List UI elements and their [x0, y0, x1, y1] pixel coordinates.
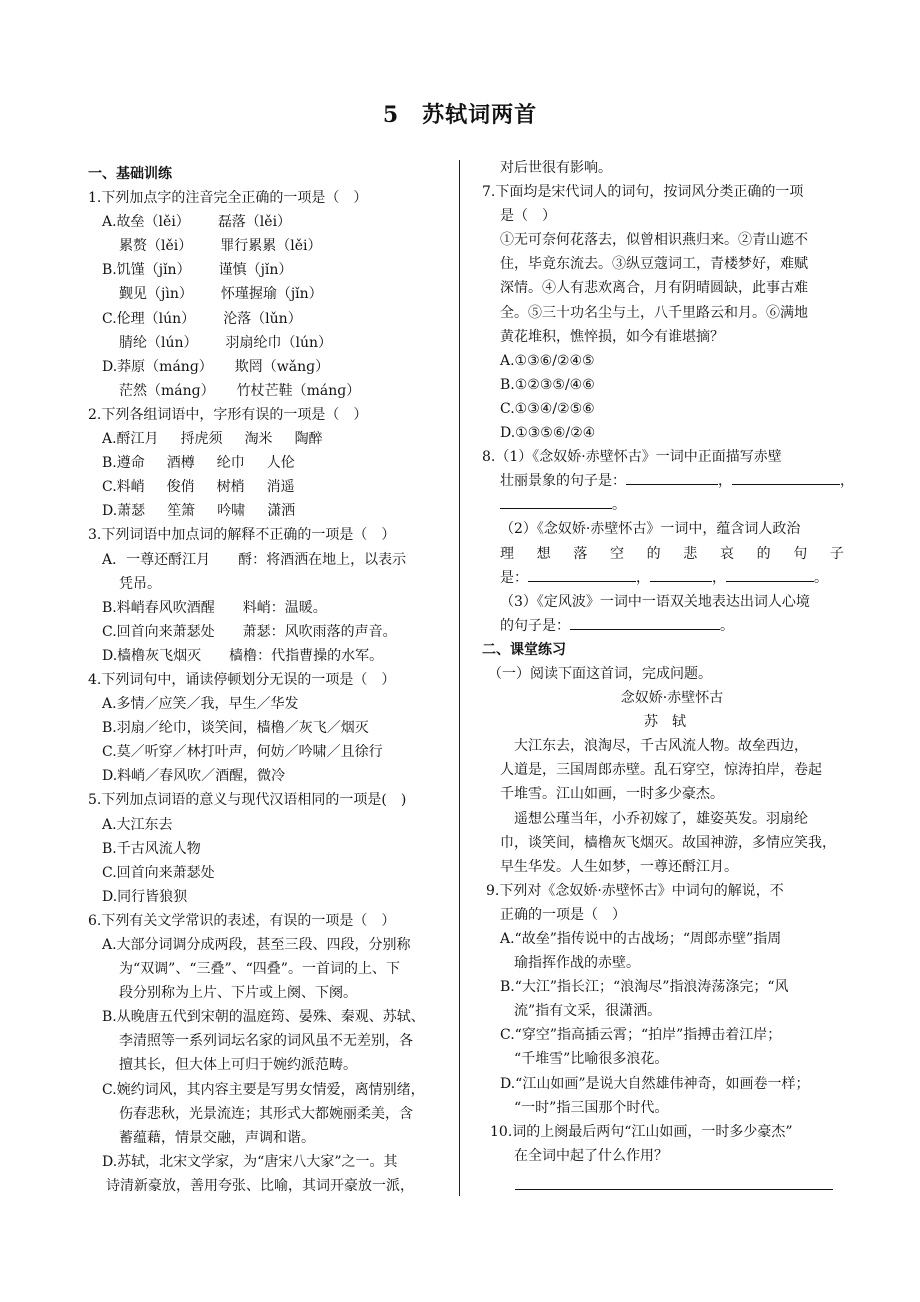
q10-answer-line[interactable] [515, 1189, 833, 1190]
q7-passage-line1: ①无可奈何花落去，似曾相识燕归来。②青山遮不 [500, 232, 808, 249]
q3-option-d: D.樯橹灰飞烟灭 樯橹：代指曹操的水军。 [102, 647, 384, 664]
q1-option-a-line2: 累赘（lěi） 罪行累累（lěi） [119, 238, 322, 255]
answer-blank[interactable] [500, 493, 612, 509]
q1-option-c-line2: 腈纶（lún） 羽扇纶巾（lún） [119, 334, 333, 351]
q7-option-b: B.①②③⑤/④⑥ [500, 376, 595, 393]
q3-option-b: B.料峭春风吹酒醒 料峭：温暖。 [102, 599, 327, 616]
poem-line: 早生华发。人生如梦，一尊还酹江月。 [500, 858, 738, 875]
poem-title: 念奴娇·赤壁怀古 [620, 690, 724, 707]
question-5-stem: 5.下列加点词语的意义与现代汉语相同的一项是( ) [88, 792, 407, 809]
question-8-part2-line1: （2）《念奴娇·赤壁怀古》一词中，蕴含词人政治 [500, 521, 801, 538]
q6-option-d-line3: 对后世很有影响。 [500, 160, 612, 176]
question-9-stem-line1: 9.下列对《念奴娇·赤壁怀古》中词句的解说，不 [486, 882, 784, 899]
q2-option-b: B.遵命 酒樽 纶巾 人伦 [102, 455, 295, 472]
q4-option-c: C.莫／听穿／林打叶声，何妨／吟啸／且徐行 [102, 744, 383, 761]
answer-blank[interactable] [726, 566, 814, 582]
q5-option-a: A.大江东去 [102, 816, 173, 833]
question-8-part1-line2: 壮丽景象的句子是： ， ， [482, 469, 862, 493]
q4-option-a: A.多情／应笑／我，早生／华发 [102, 696, 299, 713]
q7-option-a: A.①③⑥/②④⑤ [500, 352, 595, 369]
question-10-stem-line2: 在全词中起了什么作用？ [514, 1147, 668, 1164]
q5-option-d: D.同行皆狼狈 [102, 888, 188, 905]
question-2-stem: 2.下列各组词语中，字形有误的一项是（ ） [88, 406, 368, 423]
q1-option-c-line1: C.伦理（lún） 沦落（lǔn） [102, 310, 302, 327]
q7-passage-line3: 深情。④人有悲欢离合，月有阴晴圆缺，此事古难 [500, 280, 808, 297]
poem-line: 大江东去，浪淘尽，千古风流人物。故垒西边， [514, 738, 808, 755]
question-8-part2-line3: 是： ， ， 。 [482, 566, 862, 590]
q3-option-a-line2: 凭吊。 [119, 575, 161, 592]
question-7-stem-line1: 7.下面均是宋代词人的词句，按词风分类正确的一项 [482, 184, 804, 201]
q6-option-d-line1: D.苏轼，北宋文学家，为“唐宋八大家”之一。其 [102, 1153, 398, 1170]
answer-blank[interactable] [626, 469, 718, 485]
q1-option-b-line1: B.饥馑（jǐn） 谨慎（jǐn） [102, 262, 293, 279]
q2-option-d: D.萧瑟 笙箫 吟啸 潇洒 [102, 503, 296, 520]
q6-option-b-line3: 擅其长，但大体上可归于婉约派范畴。 [119, 1057, 357, 1074]
q9-option-c-line2: “千堆雪”比喻很多浪花。 [514, 1051, 669, 1068]
q9-option-c-line1: C.“穿空”指高插云霄；“拍岸”指搏击着江岸； [500, 1027, 782, 1044]
q9-option-a-line1: A.“故垒”指传说中的古战场；“周郎赤壁”指周 [500, 931, 782, 947]
question-1-stem: 1.下列加点字的注音完全正确的一项是（ ） [88, 190, 368, 207]
q6-option-a-line3: 段分别称为上片、下片或上阕、下阕。 [119, 985, 357, 1002]
q6-option-a-line1: A.大部分词调分成两段，甚至三段、四段，分别称 [102, 937, 411, 953]
question-3-stem: 3.下列词语中加点词的解释不正确的一项是（ ） [88, 527, 396, 544]
poem-line: 遥想公瑾当年，小乔初嫁了，雄姿英发。羽扇纶 [514, 810, 808, 827]
answer-blank[interactable] [570, 614, 720, 630]
column-divider [459, 160, 460, 1196]
q9-option-a-line2: 瑜指挥作战的赤壁。 [514, 955, 640, 972]
q3-option-a-line1: A．一尊还酹江月 酹：将酒洒在地上，以表示 [102, 551, 407, 568]
poem-author: 苏轼 [644, 714, 700, 731]
question-9-stem-line2: 正确的一项是（ ） [500, 906, 626, 923]
q6-option-b-line1: B.从晚唐五代到宋朝的温庭筠、晏殊、秦观、苏轼、 [102, 1009, 425, 1026]
q4-option-b: B.羽扇／纶巾，谈笑间，樯橹／灰飞／烟灭 [102, 720, 369, 737]
section-heading-basic: 一、基础训练 [88, 166, 172, 182]
q9-option-d-line2: “一时”指三国那个时代。 [514, 1099, 669, 1116]
q7-passage-line5: 黄花堆积，憔悴损，如今有谁堪摘？ [500, 328, 724, 345]
q1-option-b-line2: 觐见（jìn） 怀瑾握瑜（jǐn） [119, 286, 323, 303]
q1-option-d-line2: 茫然（mánɡ） 竹杖芒鞋（mánɡ） [119, 382, 361, 399]
poem-line: 千堆雪。江山如画，一时多少豪杰。 [500, 786, 724, 803]
q6-option-a-line2: 为“双调”、“三叠”、“四叠”。一首词的上、下 [119, 961, 400, 978]
poem-line: 人道是，三国周郎赤壁。乱石穿空，惊涛拍岸，卷起 [500, 762, 822, 779]
question-8-part3-line1: （3）《定风波》一词中一语双关地表达出词人心境 [500, 593, 810, 610]
q2-option-c: C.料峭 俊俏 树梢 消遥 [102, 479, 295, 496]
reading-instruction: （一）阅读下面这首词，完成问题。 [488, 665, 712, 682]
q6-option-c-line1: C.婉约词风，其内容主要是写男女情爱，离情别绪， [102, 1081, 425, 1098]
q6-option-d-line2: 诗清新豪放，善用夸张、比喻，其词开豪放一派， [106, 1177, 414, 1194]
answer-blank[interactable] [650, 566, 712, 582]
right-column [482, 156, 862, 1168]
q5-option-c: C.回首向来萧瑟处 [102, 864, 215, 881]
answer-blank[interactable] [528, 566, 636, 582]
q7-option-c: C.①③④/②⑤⑥ [500, 400, 595, 417]
question-10-stem-line1: 10.词的上阕最后两句“江山如画，一时多少豪杰” [490, 1123, 793, 1140]
q9-option-b-line2: 流”指有文采，很潇洒。 [514, 1003, 662, 1020]
q9-option-d-line1: D.“江山如画”是说大自然雄伟神奇，如画卷一样； [500, 1075, 810, 1092]
q1-option-d-line1: D.莽原（mánɡ） 欺罔（wǎnɡ） [102, 358, 330, 375]
question-7-stem-line2: 是（ ） [500, 208, 556, 225]
question-8-part1-line1: 8.（1）《念奴娇·赤壁怀古》一词中正面描写赤壁 [482, 449, 782, 466]
question-4-stem: 4.下列词句中，诵读停顿划分无误的一项是（ ） [88, 671, 396, 688]
question-8-part1-line3: 。 [482, 493, 862, 517]
question-8-part3-line2: 的句子是： 。 [482, 614, 862, 638]
q2-option-a: A.酹江月 捋虎须 淘米 陶醉 [102, 431, 323, 448]
q9-option-b-line1: B.“大江”指长江；“浪淘尽”指浪涛荡涤完；“风 [500, 979, 789, 996]
q5-option-b: B.千古风流人物 [102, 840, 201, 857]
q6-option-c-line3: 蓄蕴藉，情景交融，声调和谐。 [119, 1129, 315, 1146]
question-6-stem: 6.下列有关文学常识的表述，有误的一项是（ ） [88, 912, 396, 929]
poem-line: 巾，谈笑间，樯橹灰飞烟灭。故国神游，多情应笑我， [500, 834, 836, 851]
answer-blank[interactable] [732, 469, 840, 485]
q7-passage-line2: 住，毕竟东流去。③纵豆蔻词工，青楼梦好，难赋 [500, 256, 808, 273]
left-column [88, 162, 448, 1198]
page-title: 5 苏轼词两首 [382, 102, 538, 128]
section-heading-practice: 二、课堂练习 [482, 641, 566, 658]
q6-option-c-line2: 伤春悲秋，光景流连；其形式大都婉丽柔美，含 [119, 1105, 413, 1122]
q1-option-a-line1: A.故垒（lěi） 磊落（lěi） [102, 214, 292, 231]
q4-option-d: D.料峭／春风吹／酒醒，微冷 [102, 768, 286, 785]
q7-option-d: D.①③⑤⑥/②④ [500, 425, 596, 442]
q6-option-b-line2: 李清照等一系列词坛名家的词风虽不无差别，各 [119, 1033, 413, 1050]
q7-passage-line4: 全。⑤三十功名尘与土，八千里路云和月。⑥满地 [500, 304, 808, 321]
question-8-part2-line2: 理 想 落 空 的 悲 哀 的 句 子 [500, 545, 844, 562]
q3-option-c: C.回首向来萧瑟处 萧瑟：风吹雨落的声音。 [102, 623, 397, 640]
